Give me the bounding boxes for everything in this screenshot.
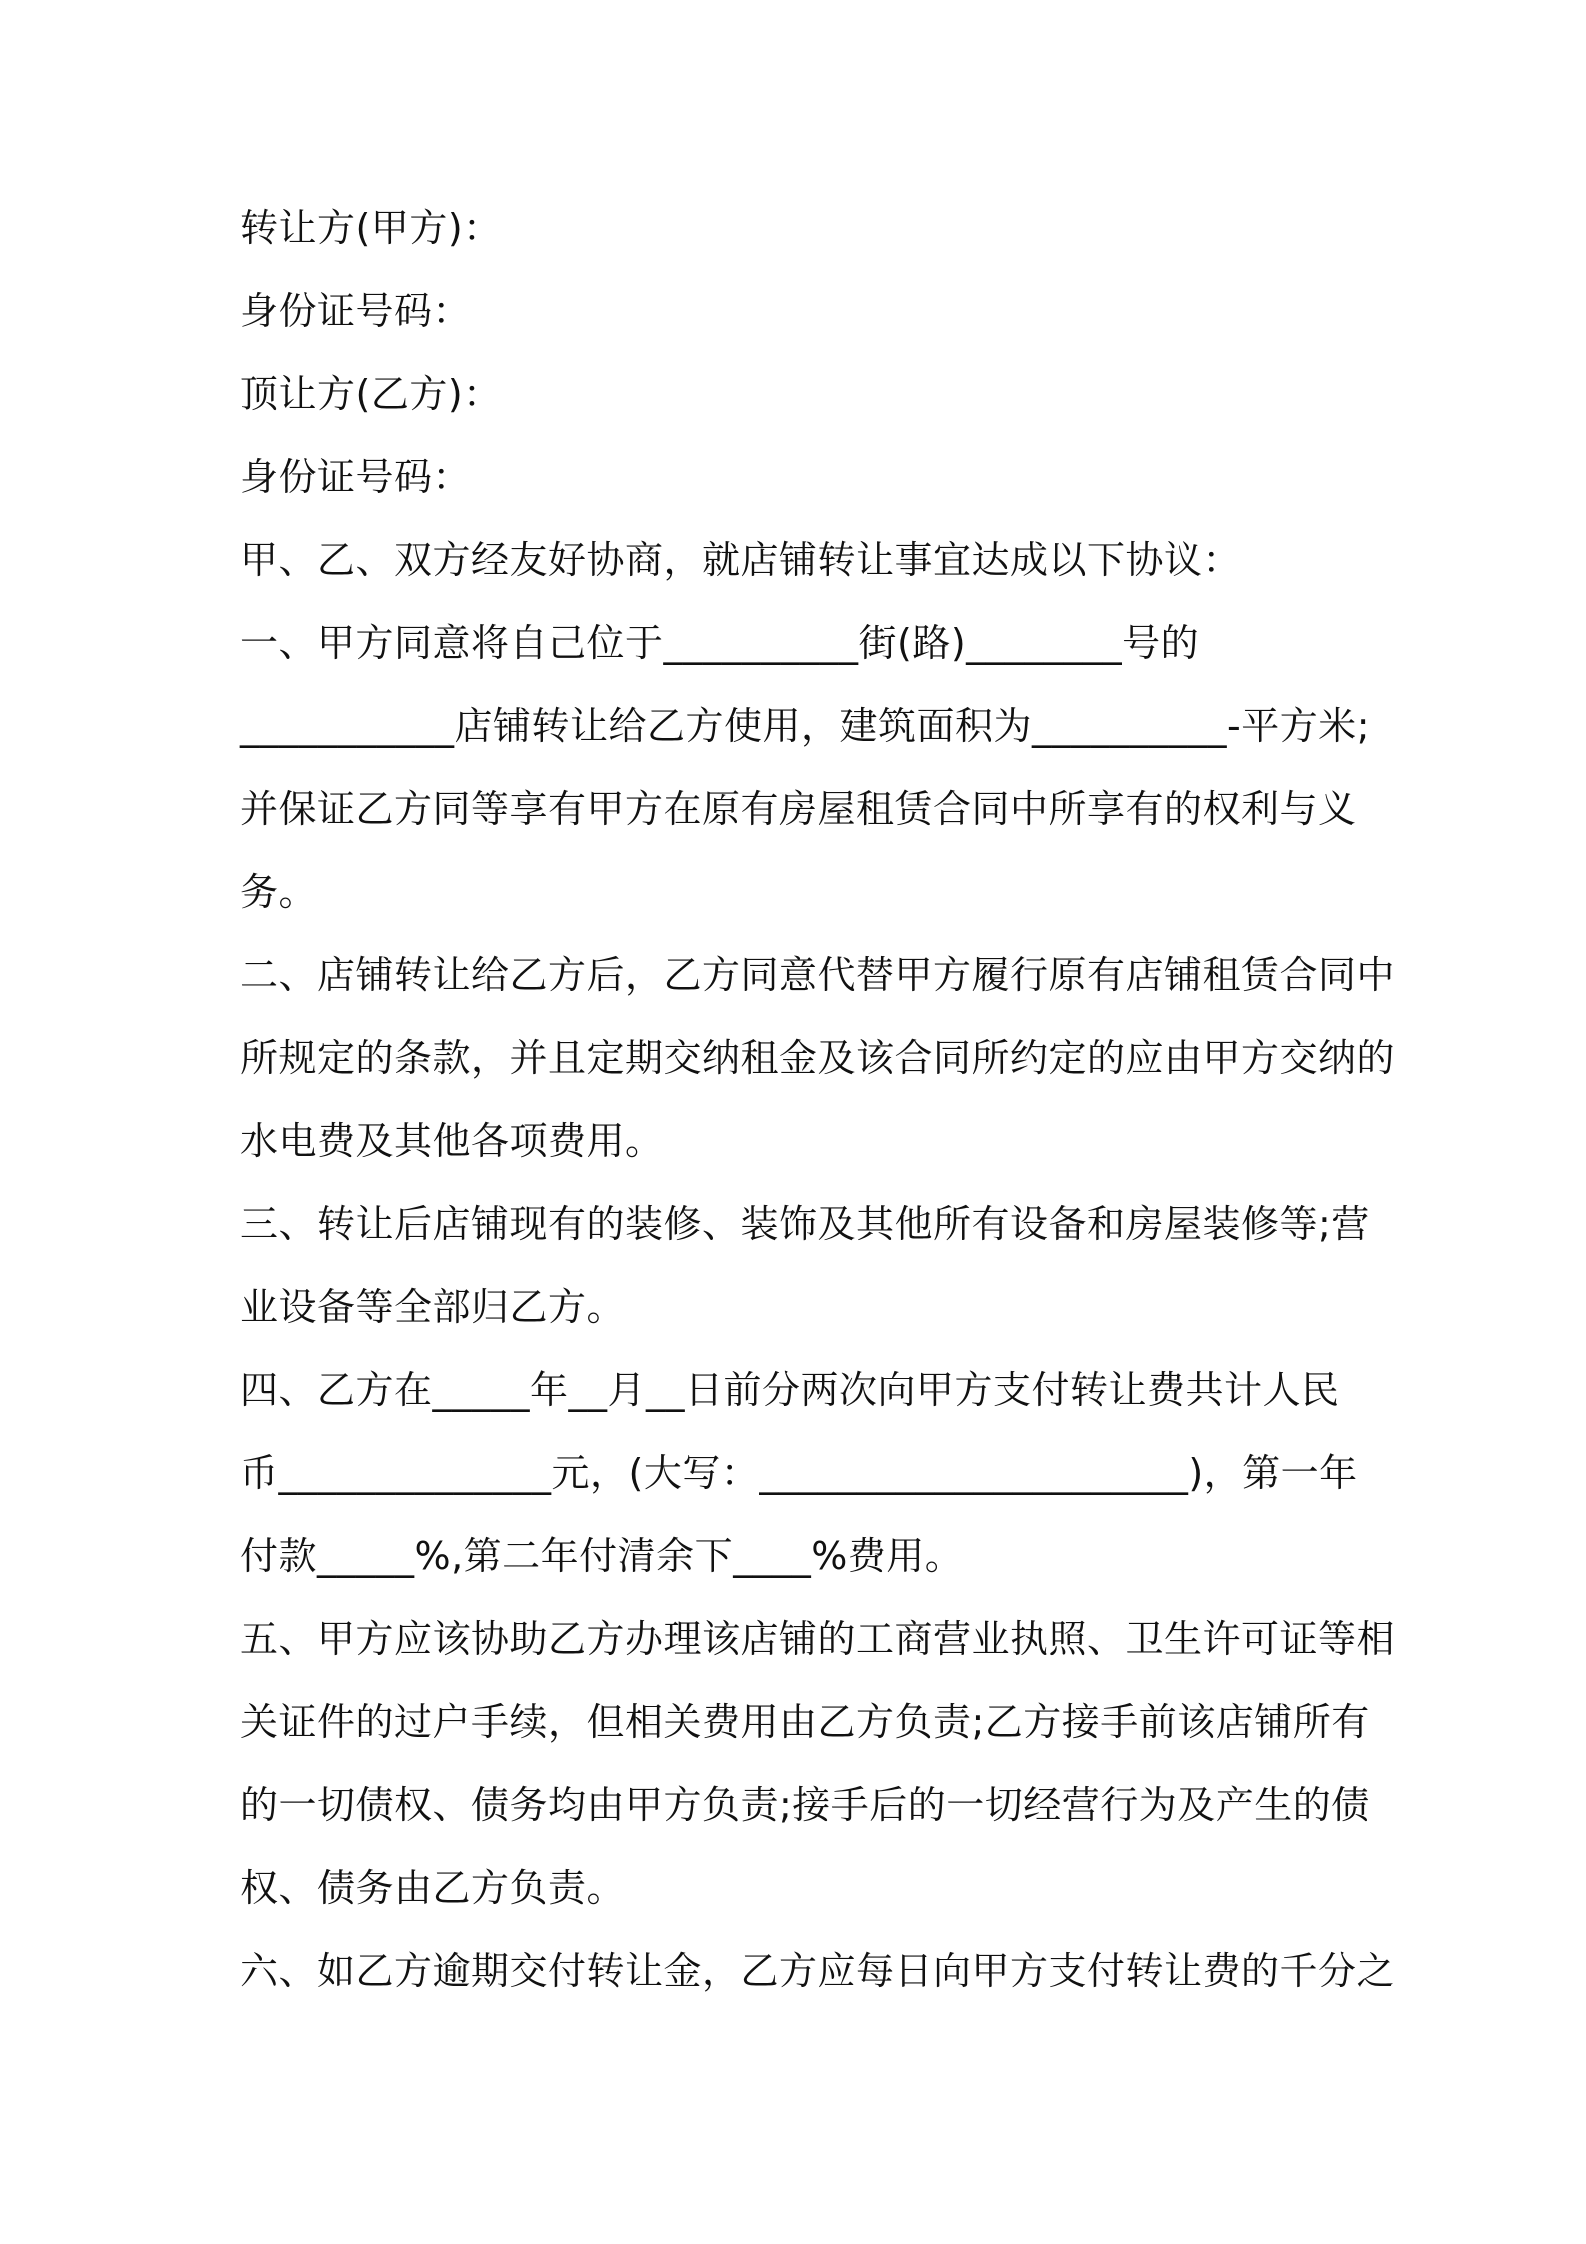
clause-2-line-1: 二、店铺转让给乙方后，乙方同意代替甲方履行原有店铺租赁合同中 [240,953,1396,997]
clause-1-line-2: ___________店铺转让给乙方使用，建筑面积为__________-平方米; [240,704,1371,748]
clause-1-line-4: 务。 [240,870,318,914]
clause-4-line-1: 四、乙方在_____年__月__日前分两次向甲方支付转让费共计人民 [240,1368,1340,1412]
clause-6-line-1: 六、如乙方逾期交付转让金，乙方应每日向甲方支付转让费的千分之 [240,1949,1396,1993]
clause-2-line-2: 所规定的条款，并且定期交纳租金及该合同所约定的应由甲方交纳的 [240,1036,1396,1080]
clause-3-line-2: 业设备等全部归乙方。 [240,1285,626,1329]
clause-4-line-2: 币______________元，(大写：______________________)，第一年 [240,1451,1358,1495]
clause-1-line-1: 一、甲方同意将自己位于__________街(路)________号的 [240,621,1200,665]
clause-2-line-3: 水电费及其他各项费用。 [240,1119,664,1163]
party-b-id-label: 身份证号码： [240,455,472,499]
party-a-id-label: 身份证号码： [240,289,472,333]
clause-5-line-4: 权、债务由乙方负责。 [240,1866,626,1910]
party-a-label: 转让方(甲方)： [240,206,502,250]
clause-5-line-1: 五、甲方应该协助乙方办理该店铺的工商营业执照、卫生许可证等相 [240,1617,1396,1661]
document-body [240,198,1396,2024]
clause-5-line-3: 的一切债权、债务均由甲方负责;接手后的一切经营行为及产生的债 [240,1783,1370,1827]
clause-1-line-3: 并保证乙方同等享有甲方在原有房屋租赁合同中所享有的权利与义 [240,787,1357,831]
agreement-intro: 甲、乙、双方经友好协商，就店铺转让事宜达成以下协议： [240,538,1242,582]
clause-4-line-3: 付款_____%,第二年付清余下____%费用。 [240,1534,964,1578]
party-b-label: 顶让方(乙方)： [240,372,502,416]
clause-3-line-1: 三、转让后店铺现有的装修、装饰及其他所有设备和房屋装修等;营 [240,1202,1370,1246]
clause-5-line-2: 关证件的过户手续，但相关费用由乙方负责;乙方接手前该店铺所有 [240,1700,1370,1744]
